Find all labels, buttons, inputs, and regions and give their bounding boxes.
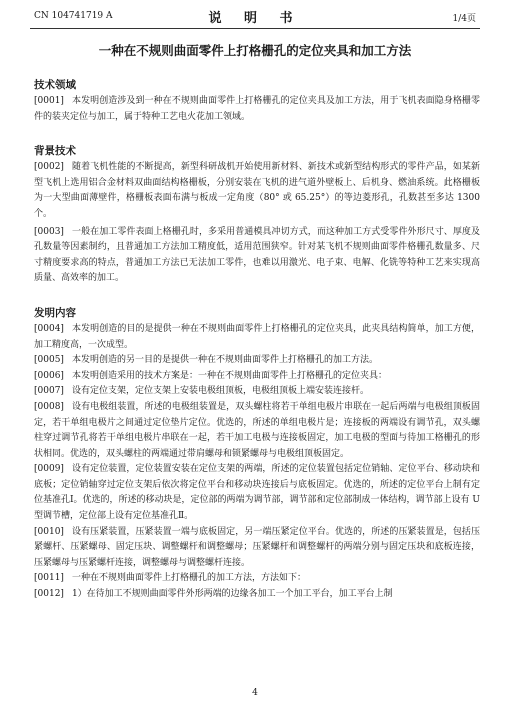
paragraph-number: [0001]: [34, 96, 64, 106]
page-header: [30, 0, 480, 29]
paragraph-text: 本发明创造的另一目的是提供一种在不规则曲面零件上打格栅孔的加工方法。: [71, 355, 378, 366]
paragraph-number: [0006]: [34, 370, 64, 381]
paragraph-0002: [34, 160, 480, 222]
section-heading-background: 背景技术: [34, 145, 76, 158]
paragraph-0011: [34, 571, 480, 587]
paragraph-text: 本发明创造涉及到一种在不规则曲面零件上打格栅孔的定位夹具及加工方法，用于飞机表面隐身格栅零件的装夹定位与加工，属于特种工艺电火花加工领域。: [34, 96, 480, 122]
paragraph-number: [0002]: [34, 162, 64, 173]
paragraph-number: [0012]: [34, 589, 64, 600]
paragraph-0010: [34, 525, 480, 572]
section-heading-tech-field: 技术领域: [34, 79, 76, 91]
paragraph-0005: [34, 353, 480, 369]
paragraph-number: [0005]: [34, 355, 64, 366]
paragraph-text: 随着飞机性能的不断提高，新型科研战机开始使用新材料、新技术或新型结构形式的零件产品，如某新型飞机上选用铝合金材料双曲面结构格栅板，分别安装在飞机的进气道外壁板上、后机身、燃油系统。此格栅板为一大型曲面薄壁件，格栅板表面布满与板成一定角度（80° 或 65.25°）的等边菱形孔，孔数甚至多达 1300 个。: [34, 162, 480, 219]
paragraph-number: [0008]: [34, 401, 64, 412]
section-heading-summary: 发明内容: [34, 306, 76, 319]
paragraph-text: 设有电极组装置，所述的电极组装置是，双头螺柱将若干单组电极片串联在一起后两端与电极组顶板固定，若干单组电极片之间通过定位垫片定位。优选的，所述的单组电极片是；连接板的两端设有调节孔，双头螺柱穿过调节孔将若干单组电极片串联在一起，若干加工电极与连接板固定，加工电极的型面与待加工格栅孔的形状相同。优选的，双头螺柱的两端通过带肩螺母和锁紧螺母与电极组顶板固定。: [34, 401, 480, 459]
paragraph-text: 设有定位支架，定位支架上安装电极组顶板，电极组顶板上端安装连接杆。: [71, 386, 369, 397]
paragraph-text: 一般在加工零件表面上格栅孔时，多采用普通模具冲切方式，而这种加工方式受零件外形尺寸、厚度及孔数量等因素制约，且普通加工方法加工精度低，适用范围狭窄。针对某飞机不规则曲面零件格栅孔数量多、尺寸精度要求高的特点，普通加工方法已无法加工零件，也难以用激光、电子束、电解、化铣等特种工艺来实现高质量、高效率的加工。: [34, 226, 480, 284]
paragraph-0003: [34, 225, 480, 287]
paragraph-number: [0004]: [34, 323, 64, 334]
paragraph-number: [0009]: [34, 464, 64, 475]
paragraph-number: [0007]: [34, 386, 64, 397]
paragraph-0001: [34, 94, 480, 125]
paragraph-number: [0010]: [34, 526, 64, 537]
doc-type: 说 明 书: [208, 11, 302, 26]
paragraph-0012: [34, 587, 480, 603]
paragraph-0007: [34, 384, 480, 400]
page-number: 4: [252, 688, 258, 698]
paragraph-number: [0011]: [34, 573, 64, 584]
document-title: 一种在不规则曲面零件上打格栅孔的定位夹具和加工方法: [98, 43, 412, 58]
paragraph-0008: [34, 400, 480, 462]
paragraph-0009: [34, 462, 480, 524]
paragraph-0004: [34, 322, 480, 353]
paragraph-text: 本发明创造的目的是提供一种在不规则曲面零件上打格栅孔的定位夹具，此夹具结构简单，加工方便，加工精度高，一次成型。: [34, 323, 480, 350]
paragraph-text: 一种在不规则曲面零件上打格栅孔的加工方法，方法如下：: [71, 573, 306, 584]
paragraph-text: 1）在待加工不规则曲面零件外形两端的边缘各加工一个加工平台，加工平台上制: [71, 589, 393, 600]
paragraph-text: 本发明创造采用的技术方案是：一种在不规则曲面零件上打格栅孔的定位夹具：: [71, 370, 387, 381]
paragraph-0006: [34, 369, 480, 385]
doc-number: CN 104741719 A: [34, 11, 113, 21]
paragraph-text: 设有定位装置，定位装置安装在定位支架的两端，所述的定位装置包括定位销轴、定位平台、移动块和底板；定位销轴穿过定位支架后依次将定位平台和移动块连接后与底板固定。优选的，所述的定位平台上制有定位基准孔Ⅰ。优选的，所述的移动块是，定位部的两端为调节部，调节部和定位部制成一体结构，调节部上设有 U 型调节槽，定位部上设有定位基准孔Ⅱ。: [34, 464, 481, 522]
page-indicator: 1/4页: [452, 14, 476, 24]
paragraph-text: 设有压紧装置，压紧装置一端与底板固定，另一端压紧定位平台。优选的，所述的压紧装置是，包括压紧螺杆、压紧螺母、固定压块、调整螺杆和调整螺母；压紧螺杆和调整螺杆的两端分别与固定压块和底板连接，压紧螺母与压紧螺杆连接，调整螺母与调整螺杆连接。: [34, 526, 480, 568]
paragraph-number: [0003]: [34, 226, 64, 237]
